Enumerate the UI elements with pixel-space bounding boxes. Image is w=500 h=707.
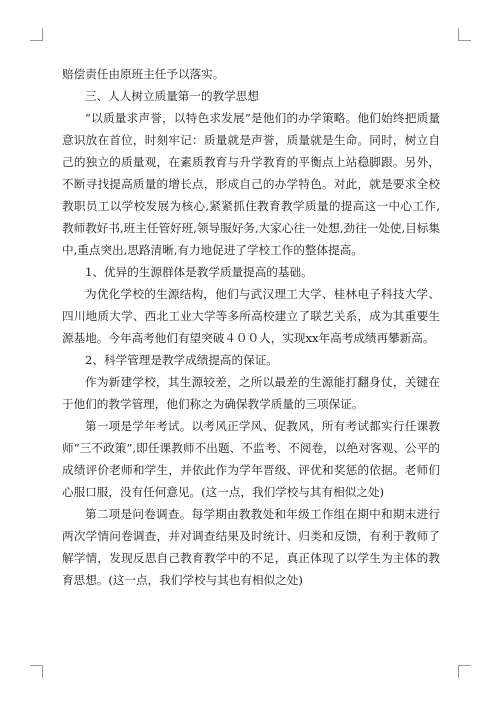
- paragraph: 作为新建学校，其生源较差，之所以最差的生源能打翻身仗，关键在于他们的教学管理，他们称之为确保教学质量的三项保证。: [62, 375, 440, 411]
- subsection-heading: 2、科学管理是教学成绩提高的保证。: [85, 353, 278, 367]
- paragraph-continuation: 赔偿责任由原班主任予以落实。: [62, 67, 225, 81]
- subsection-heading: 1、优异的生源群体是教学质量提高的基础。: [85, 265, 313, 279]
- crop-mark-top-left: [30, 28, 43, 41]
- section-heading: 三、人人树立质量第一的教学思想: [85, 89, 259, 103]
- paragraph: “以质量求声誉，以特色求发展”是他们的办学策略。他们始终把质量意识放在首位，时刻牢记：质量就是声誉，质量就是生命。同时，树立自己的独立的质量观，在素质教育与升学教育的平衡点上站稳脚跟。另外，不断寻找提高质量的增长点，形成自己的办学特色。对此，就是要求全校教职员工以学校发展为核心,紧紧抓住教育教学质量的提高这一中心工作,教师教好书,班主任管好班,领导服好务,大家心往一处想,劲往一处使,目标集中,重点突出,思路清晰,有力地促进了学校工作的整体提高。: [62, 111, 440, 257]
- crop-mark-bottom-left: [30, 665, 43, 678]
- paragraph: 第一项是学年考试。以考风正学风、促教风，所有考试都实行任课教师“三不政策”,即任课教师不出题、不监考、不阅卷，以绝对客观、公平的成绩评价老师和学生，并依此作为学年晋级、评优和奖惩的依据。老师们心服口服，没有任何意见。(这一点，我们学校与其有相似之处): [62, 419, 440, 499]
- paragraph: 第二项是问卷调查。每学期由教教处和年级工作组在期中和期末进行两次学情问卷调查，并对调查结果及时统计、归类和反馈，有利于教师了解学情，发现反思自己教育教学中的不足，真正体现了以学生为主体的教育思想。(这一点，我们学校与其也有相似之处): [62, 507, 440, 587]
- crop-mark-top-right: [458, 28, 471, 41]
- document-body: [62, 63, 440, 591]
- crop-mark-bottom-right: [458, 665, 471, 678]
- paragraph: 为优化学校的生源结构，他们与武汉理工大学、桂林电子科技大学、四川地质大学、西北工业大学等多所高校建立了联艺关系，成为其重要生源基地。今年高考他们有望突破４００人，实现xx年高考成绩再攀新高。: [62, 287, 440, 345]
